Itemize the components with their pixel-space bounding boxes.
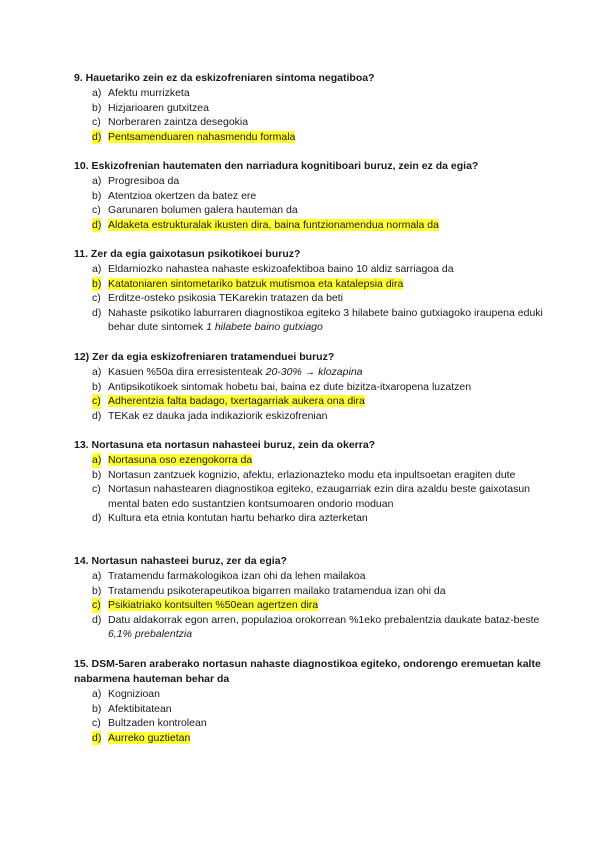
- option-text: Aldaketa estrukturalak ikusten dira, baina funtzionamendua normala da: [108, 218, 439, 231]
- answer-option[interactable]: [74, 291, 544, 306]
- option-letter: a): [92, 454, 102, 466]
- answer-option-highlighted[interactable]: [74, 598, 544, 613]
- annotation-note: 20-30% → klozapina: [265, 366, 363, 378]
- option-letter: d): [92, 409, 102, 422]
- option-text: Nahaste psikotiko laburraren diagnostikoa egiteko 3 hilabete baino gutxiagoko iraupena eduki behar dute sintomek: [108, 306, 543, 334]
- answer-option-highlighted[interactable]: [74, 731, 544, 746]
- option-letter: a): [92, 263, 102, 275]
- option-letter: a): [92, 175, 102, 187]
- answer-option[interactable]: [74, 687, 544, 702]
- question-9: [74, 71, 544, 144]
- question-title: 12) Zer da egia eskizofreniaren tratamenduei buruz?: [74, 351, 335, 363]
- answer-option[interactable]: [74, 203, 544, 218]
- answer-option[interactable]: [74, 86, 544, 101]
- option-letter: d): [92, 731, 102, 744]
- option-letter: b): [92, 101, 102, 114]
- answer-option[interactable]: [74, 702, 544, 717]
- question-title: 10. Eskizofrenian hautematen den narriadura kognitiboari buruz, zein ez da egia?: [74, 160, 479, 172]
- option-text: Hizjarioaren gutxitzea: [108, 101, 209, 114]
- answer-option[interactable]: [74, 468, 544, 483]
- option-letter: c): [92, 116, 101, 129]
- option-text: Bultzaden kontrolean: [108, 717, 207, 730]
- question-title: 14. Nortasun nahasteei buruz, zer da egia?: [74, 555, 287, 567]
- option-text: Tratamendu farmakologikoa izan ohi da lehen mailakoa: [108, 570, 366, 582]
- question-11: [74, 247, 544, 335]
- option-text: Antipsikotikoek sintomak hobetu bai, baina ez dute bizitza-itxaropena luzatzen: [108, 380, 472, 393]
- option-text: Atentzioa okertzen da batez ere: [108, 189, 257, 202]
- question-title: 11. Zer da egia gaixotasun psikotikoei buruz?: [74, 248, 301, 260]
- answer-list: [74, 262, 544, 335]
- answer-option[interactable]: [74, 115, 544, 130]
- question-10: [74, 159, 544, 232]
- handwritten-note: 1 hilabete baino gutxiago: [206, 321, 323, 334]
- answer-option[interactable]: [74, 365, 544, 380]
- option-text: Progresiboa da: [108, 175, 180, 187]
- option-letter: d): [92, 306, 102, 319]
- option-text: Adherentzia falta badago, txertagarriak aukera ona dira: [108, 395, 365, 408]
- answer-option[interactable]: [74, 569, 544, 584]
- question-title: 9. Hauetariko zein ez da eskizofreniaren sintoma negatiboa?: [74, 72, 375, 84]
- option-letter: b): [92, 468, 102, 481]
- option-letter: b): [92, 189, 102, 202]
- answer-list: [74, 569, 544, 642]
- option-text: Kasuen %50a dira erresistenteak: [108, 366, 263, 378]
- answer-list: [74, 453, 544, 526]
- question-15: [74, 657, 544, 745]
- answer-option[interactable]: [74, 262, 544, 277]
- answer-option-highlighted[interactable]: [74, 394, 544, 409]
- option-letter: c): [92, 292, 101, 305]
- option-letter: c): [92, 599, 101, 612]
- option-letter: a): [92, 688, 102, 700]
- question-12: [74, 350, 544, 423]
- option-text: Afektibitatean: [108, 702, 172, 715]
- option-text: Pentsamenduaren nahasmendu formala: [108, 130, 296, 143]
- answer-option[interactable]: [74, 306, 544, 335]
- option-text: Erditze-osteko psikosia TEKarekin tratazen da beti: [108, 292, 344, 305]
- option-text: Psikiatriako kontsulten %50ean agertzen dira: [108, 599, 319, 612]
- handwritten-note: 6,1% prebalentzia: [108, 628, 193, 641]
- option-text: TEKak ez dauka jada indikaziorik eskizofrenian: [108, 409, 328, 422]
- option-text: Nortasuna oso ezengokorra da: [108, 454, 253, 466]
- answer-option-highlighted[interactable]: [74, 130, 544, 145]
- option-letter: d): [92, 130, 102, 143]
- option-letter: c): [92, 483, 101, 496]
- answer-option[interactable]: [74, 174, 544, 189]
- answer-list: [74, 365, 544, 423]
- option-text: Garunaren bolumen galera hauteman da: [108, 204, 298, 217]
- option-letter: c): [92, 204, 101, 217]
- answer-option[interactable]: [74, 511, 544, 526]
- option-letter: d): [92, 512, 102, 525]
- answer-list: [74, 174, 544, 232]
- option-text: Nortasun nahastearen diagnostikoa egiteko, ezaugarriak ezin dira azaldu beste gaixotasun mental baten edo sustantzien kontsumoaren ondorio moduan: [108, 483, 531, 510]
- answer-option[interactable]: [74, 380, 544, 395]
- option-text: Kultura eta etnia kontutan hartu beharko dira azterketan: [108, 512, 368, 525]
- question-title: 13. Nortasuna eta nortasun nahasteei buruz, zein da okerra?: [74, 439, 376, 451]
- option-letter: b): [92, 702, 102, 715]
- answer-option[interactable]: [74, 584, 544, 599]
- answer-option-highlighted[interactable]: [74, 453, 544, 468]
- answer-option[interactable]: [74, 482, 544, 511]
- option-text: Tratamendu psikoterapeutikoa bigarren mailako tratamendua izan ohi da: [108, 584, 446, 597]
- answer-option-highlighted[interactable]: [74, 218, 544, 233]
- option-letter: d): [92, 218, 102, 231]
- answer-option[interactable]: [74, 101, 544, 116]
- option-text: Afektu murrizketa: [108, 87, 190, 99]
- option-letter: a): [92, 570, 102, 582]
- option-text: Katatoniaren sintometariko batzuk mutismoa eta katalepsia dira: [108, 277, 404, 290]
- answer-list: [74, 86, 544, 144]
- answer-option[interactable]: [74, 613, 544, 642]
- option-text: Norberaren zaintza desegokia: [108, 116, 249, 129]
- option-letter: b): [92, 380, 102, 393]
- answer-option[interactable]: [74, 716, 544, 731]
- answer-list: [74, 687, 544, 745]
- answer-option[interactable]: [74, 189, 544, 204]
- question-14: [74, 554, 544, 642]
- option-letter: a): [92, 366, 102, 378]
- option-text: Datu aldakorrak egon arren, populazioa orokorrean %1eko prebalentzia daukate bataz-beste: [108, 613, 540, 626]
- question-title: 15. DSM-5aren araberako nortasun nahaste diagnostikoa egiteko, ondorengo eremuetan kalte nabarmena hauteman behar da: [74, 658, 541, 685]
- option-text: Kognizioan: [108, 688, 160, 700]
- option-letter: b): [92, 584, 102, 597]
- option-text: Eldarniozko nahastea nahaste eskizoafektiboa baino 10 aldiz sarriagoa da: [108, 263, 454, 275]
- option-letter: d): [92, 613, 102, 626]
- question-13: [74, 438, 544, 526]
- option-letter: b): [92, 277, 102, 290]
- option-letter: a): [92, 87, 102, 99]
- option-text: Aurreko guztietan: [108, 731, 191, 744]
- option-letter: c): [92, 717, 101, 730]
- option-text: Nortasun zantzuek kognizio, afektu, erlazionazteko modu eta inpultsoetan eragiten dute: [108, 468, 516, 481]
- answer-option-highlighted[interactable]: [74, 277, 544, 292]
- answer-option[interactable]: [74, 409, 544, 424]
- option-letter: c): [92, 395, 101, 408]
